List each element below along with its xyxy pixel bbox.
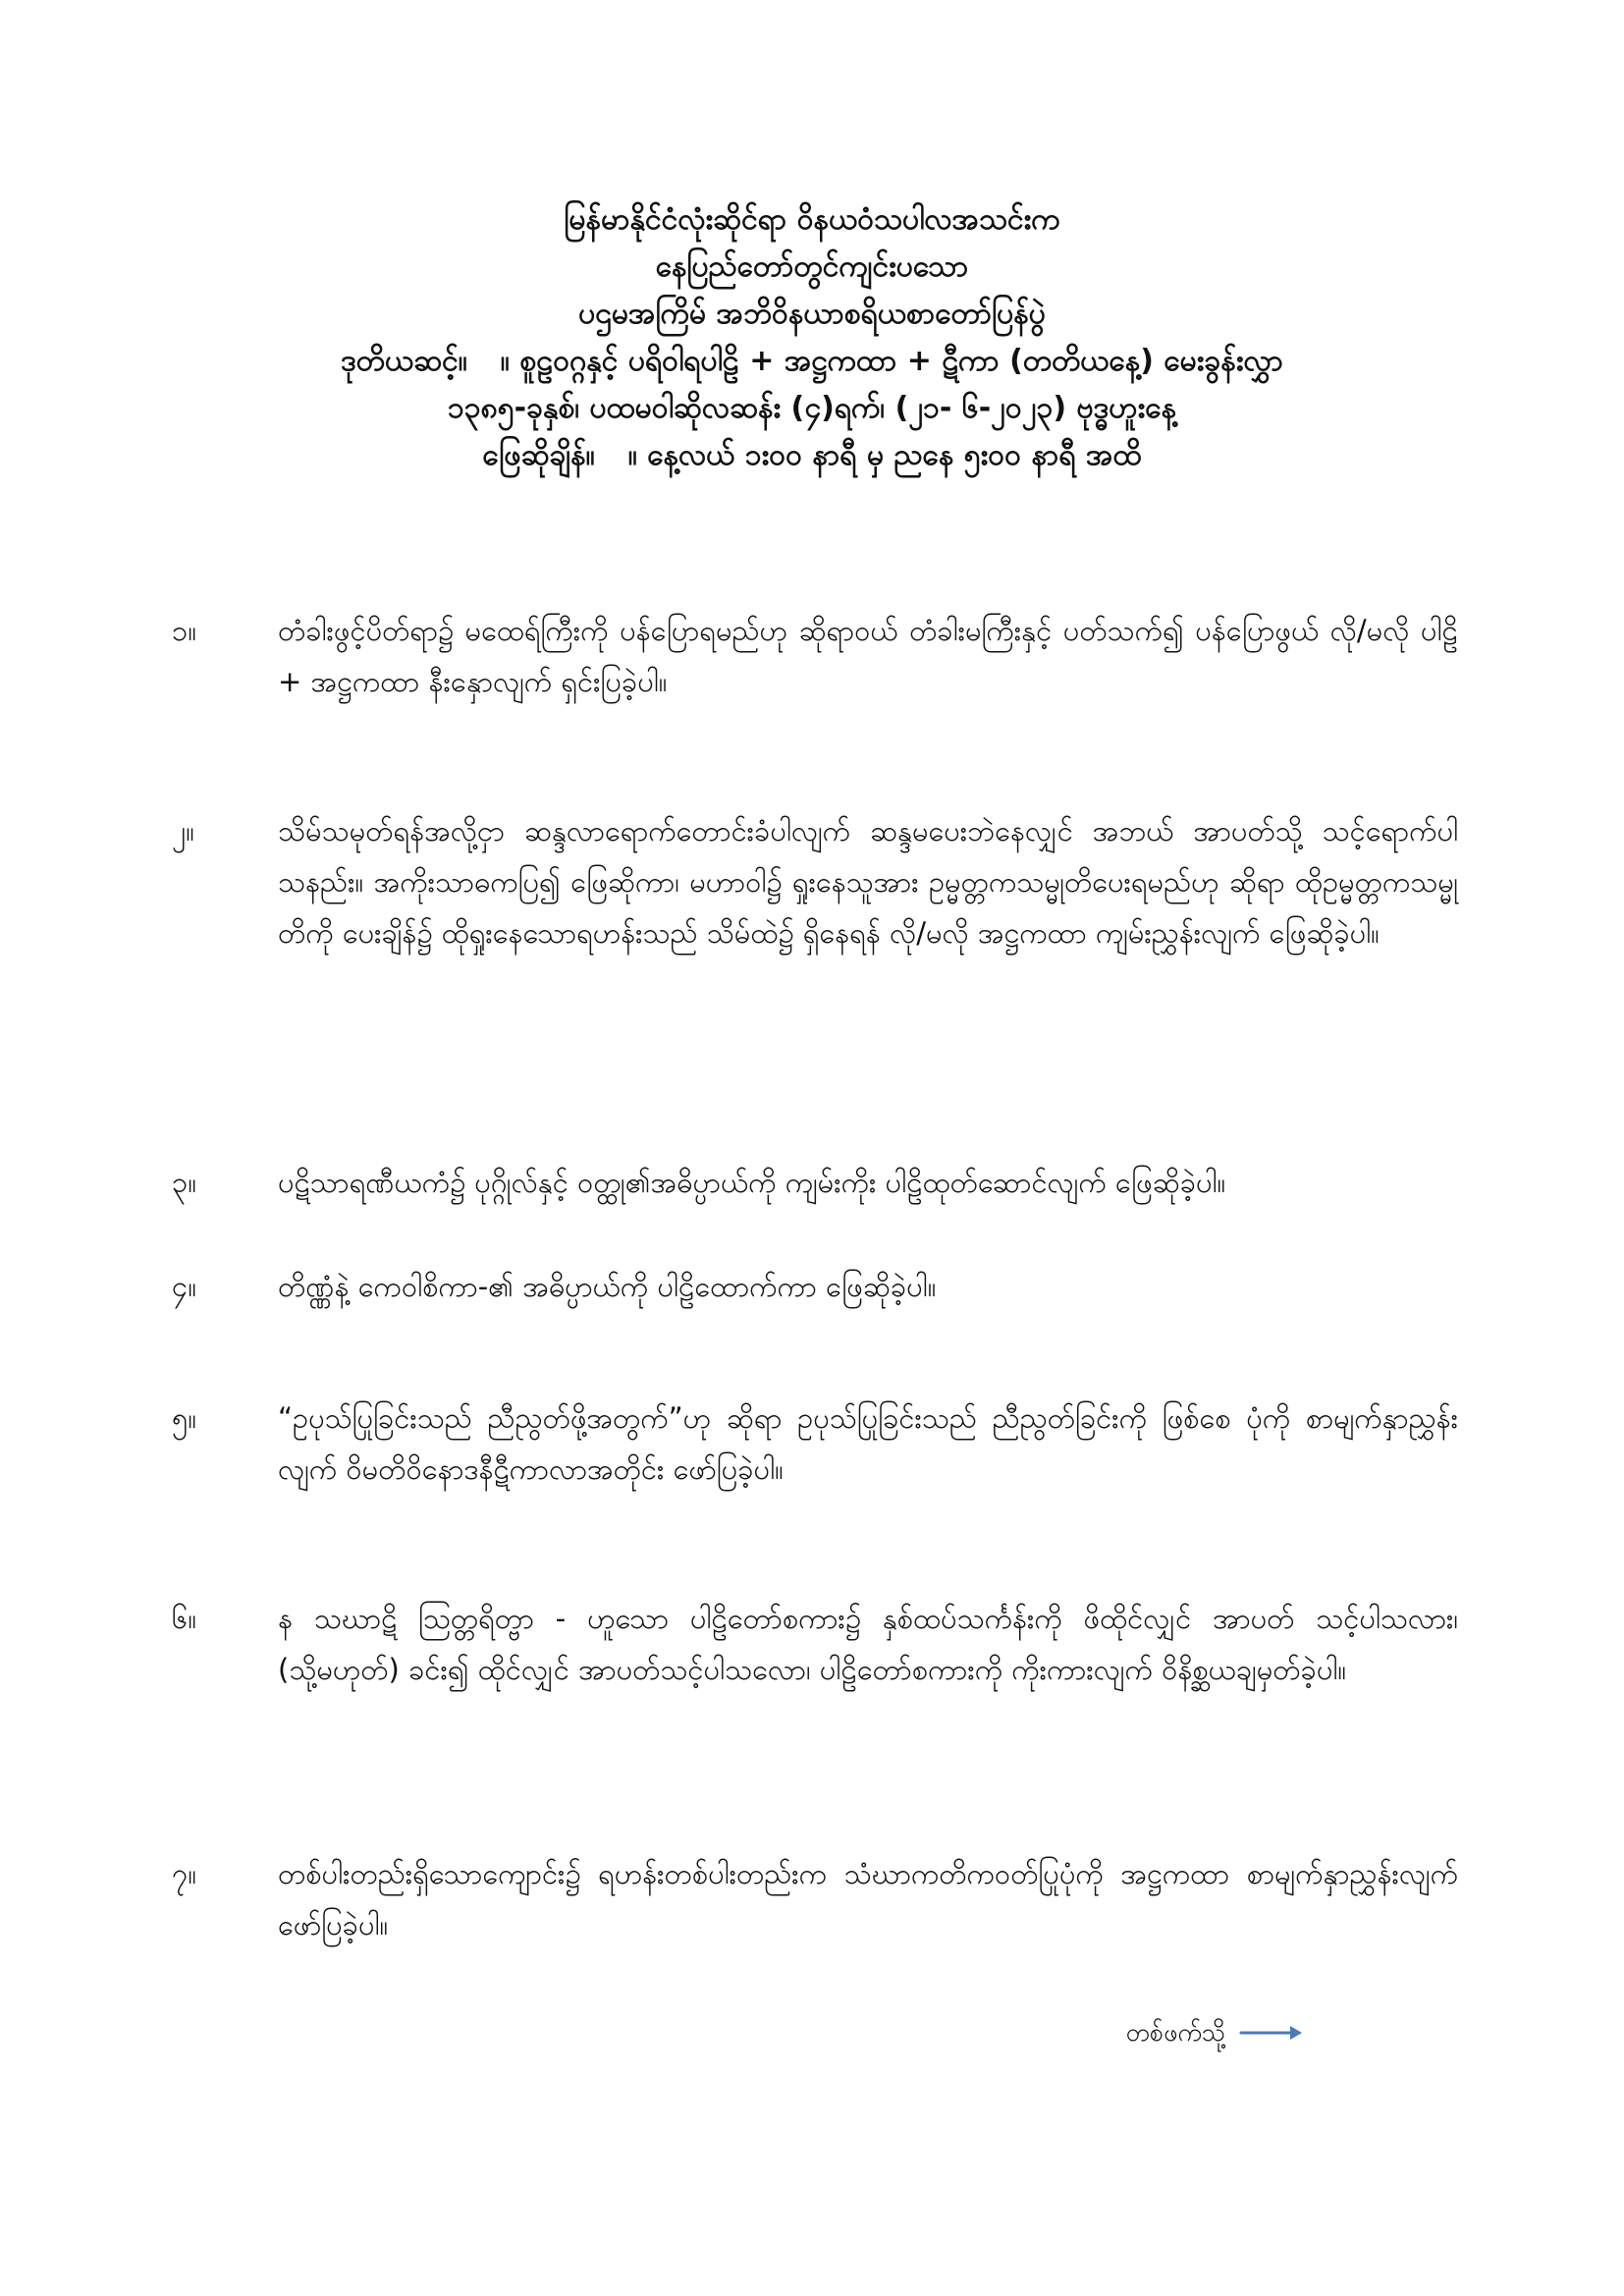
question-text: တံခါးဖွင့်ပိတ်ရာ၌ မထေရ်ကြီးကို ပန်ပြောရမည်ဟု ဆိုရာဝယ် တံခါးမကြီးနှင့် ပတ်သက်၍ ပန်ပြောဖွယ် လို/မလို ပါဠိ + အဋ္ဌကထာ နီးနှောလျက် ရှင်းပြခဲ့ပါ။ [278,614,1458,698]
question-number: ၇။ [172,1857,197,1890]
question-6 [172,1593,1458,1695]
question-number: ၃။ [172,1166,197,1199]
question-number: ၁။ [172,614,197,647]
question-3 [172,1157,1458,1208]
header-venue: နေပြည်တော်တွင်ကျင်းပသော [655,249,969,284]
header-level-label: ဒုတိယဆင့်။ [341,344,467,378]
question-number: ၆။ [172,1602,197,1635]
header-date: ၁၃၈၅-ခုနှစ်၊ ပထမဝါဆိုလဆန်း (၄)ရက်၊ (၂၁- ၆-၂၀၂၃) ဗုဒ္ဓဟူးနေ့ [447,391,1177,425]
header-time-label: ဖြေဆိုချိန်။ [482,438,595,472]
question-5 [172,1393,1458,1495]
question-text: တိဏ္ဏံနဲ့ ကေဝါစိကာ-၏ အဓိပ္ပာယ်ကို ပါဠိထောက်ကာ ဖြေဆိုခဲ့ပါ။ [278,1270,937,1303]
header-time-value: ။ နေ့လယ် ၁း၀၀ နာရီ မှ ညနေ ၅း၀၀ နာရီ အထိ [627,438,1142,472]
question-1 [172,605,1458,707]
page-continue-indicator [1126,2015,1304,2050]
question-text: တစ်ပါးတည်းရှိသောကျောင်း၌ ရဟန်းတစ်ပါးတည်းက သံဃာကတိကဝတ်ပြုပုံကို အဋ္ဌကထာ စာမျက်နှာညွှန်းလျက် ဖော်ပြခဲ့ပါ။ [278,1857,1458,1941]
exam-header [245,196,1379,479]
right-arrow-icon [1239,2023,1304,2043]
question-text: သိမ်သမုတ်ရန်အလို့ငှာ ဆန္ဒလာရောက်တောင်းခံပါလျက် ဆန္ဒမပေးဘဲနေလျှင် အဘယ် အာပတ်သို့ သင့်ရောက်ပါသနည်း။ အကိုးသာဓကပြ၍ ဖြေဆိုကာ၊ မဟာဝါ၌ ရှုးနေသူအား ဥမ္မတ္တကသမ္မုတိပေးရမည်ဟု ဆိုရာ ထိုဥမ္မတ္တကသမ္မုတိကို ပေးချိန်၌ ထိုရှုးနေသောရဟန်းသည် သိမ်ထဲ၌ ရှိနေရန် လို/မလို အဋ္ဌကထာ ကျမ်းညွှန်းလျက် ဖြေဆိုခဲ့ပါ။ [278,814,1458,950]
question-number: ၂။ [172,814,195,847]
header-time-row [245,432,1379,479]
header-event-title: ပဌမအကြိမ် အဘိဝိနယာစရိယစာတော်ပြန်ပွဲ [578,297,1046,331]
question-number: ၄။ [172,1270,197,1303]
question-4 [172,1261,1458,1312]
question-7 [172,1848,1458,1950]
header-organization: မြန်မာနိုင်ငံလုံးဆိုင်ရာ ဝိနယဝံသပါလအသင်းက [564,202,1060,237]
continue-label: တစ်ဖက်သို့ [1125,2018,1225,2047]
question-number: ၅။ [172,1401,197,1435]
question-text: ပဋိသာရဏီယကံ၌ ပုဂ္ဂိုလ်နှင့် ဝတ္ထု၏အဓိပ္ပာယ်ကို ကျမ်းကိုး ပါဠိထုတ်ဆောင်လျက် ဖြေဆိုခဲ့ပါ။ [278,1166,1226,1199]
header-level-row [245,338,1379,385]
question-2 [172,805,1458,958]
question-text: “ဥပုသ်ပြုခြင်းသည် ညီညွတ်ဖို့အတွက်”ဟု ဆိုရာ ဥပုသ်ပြုခြင်းသည် ညီညွတ်ခြင်းကို ဖြစ်စေ ပုံကို စာမျက်နှာညွှန်းလျက် ဝိမတိဝိနောဒနီဋီကာလာအတိုင်း ဖော်ပြခဲ့ပါ။ [278,1401,1458,1486]
question-text: န သဃာဋိ ဩတ္တရိတ္ဗာ - ဟူသော ပါဠိတော်စကား၌ နှစ်ထပ်သင်္ကန်းကို ဖိထိုင်လျှင် အာပတ် သင့်ပါသလား၊ (သို့မဟုတ်) ခင်း၍ ထိုင်လျှင် အာပတ်သင့်ပါသလော၊ ပါဠိတော်စကားကို ကိုးကားလျက် ဝိနိစ္ဆယချမှတ်ခဲ့ပါ။ [278,1602,1458,1686]
header-level-value: ။ စူဠဝဂ္ဂနှင့် ပရိဝါရပါဠိ + အဋ္ဌကထာ + ဋီကာ (တတိယနေ့) မေးခွန်းလွှာ [500,344,1283,378]
